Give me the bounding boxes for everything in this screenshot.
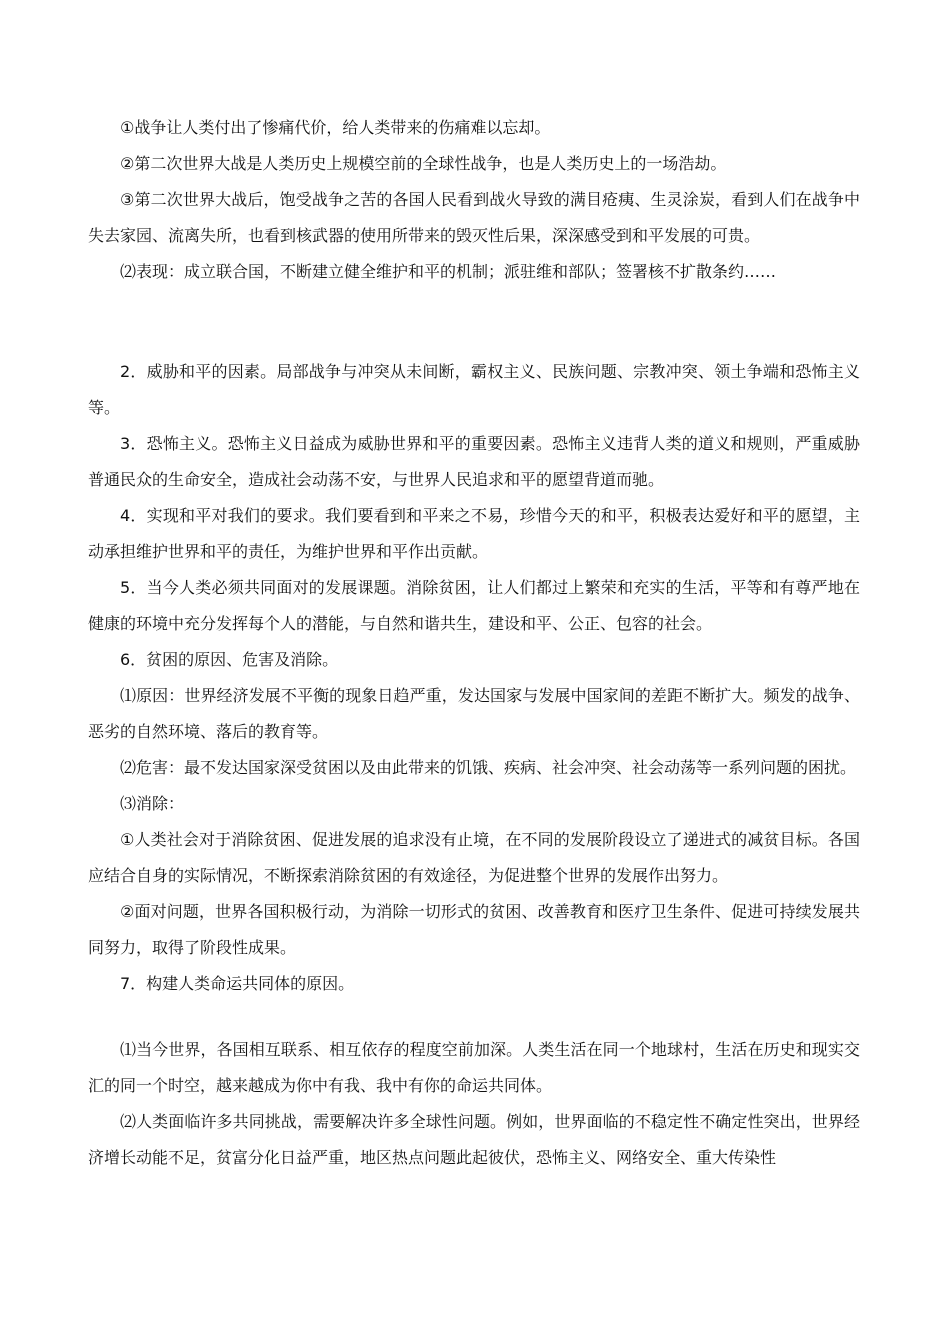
paragraph: 2．威胁和平的因素。局部战争与冲突从未间断，霸权主义、民族问题、宗教冲突、领土争端和恐怖主义等。	[88, 362, 860, 417]
paragraph: ②第二次世界大战是人类历史上规模空前的全球性战争，也是人类历史上的一场浩劫。	[120, 154, 727, 173]
paragraph: 4．实现和平对我们的要求。我们要看到和平来之不易，珍惜今天的和平，积极表达爱好和平的愿望，主动承担维护世界和平的责任，为维护世界和平作出贡献。	[88, 506, 860, 561]
paragraph: ⑵人类面临许多共同挑战，需要解决许多全球性问题。例如，世界面临的不稳定性不确定性突出，世界经济增长动能不足，贫富分化日益严重，地区热点问题此起彼伏，恐怖主义、网络安全、重大传染性	[88, 1112, 860, 1167]
spacer	[88, 1002, 860, 1032]
paragraph: ③第二次世界大战后，饱受战争之苦的各国人民看到战火导致的满目疮痍、生灵涂炭，看到人们在战争中失去家园、流离失所，也看到核武器的使用所带来的毁灭性后果，深深感受到和平发展的可贵。	[88, 190, 860, 245]
paragraph: ②面对问题，世界各国积极行动，为消除一切形式的贫困、改善教育和医疗卫生条件、促进可持续发展共同努力，取得了阶段性成果。	[88, 902, 860, 957]
paragraph: ⑶消除：	[120, 794, 185, 813]
paragraph: 6．贫困的原因、危害及消除。	[120, 650, 339, 669]
paragraph: ①战争让人类付出了惨痛代价，给人类带来的伤痛难以忘却。	[120, 118, 551, 137]
paragraph: ⑵危害：最不发达国家深受贫困以及由此带来的饥饿、疾病、社会冲突、社会动荡等一系列问题的困扰。	[120, 758, 857, 777]
paragraph: ⑴当今世界，各国相互联系、相互依存的程度空前加深。人类生活在同一个地球村，生活在历史和现实交汇的同一个时空，越来越成为你中有我、我中有你的命运共同体。	[88, 1040, 860, 1095]
paragraph: 5．当今人类必须共同面对的发展课题。消除贫困，让人们都过上繁荣和充实的生活，平等和有尊严地在健康的环境中充分发挥每个人的潜能，与自然和谐共生，建设和平、公正、包容的社会。	[88, 578, 860, 633]
paragraph: ⑵表现：成立联合国，不断建立健全维护和平的机制；派驻维和部队；签署核不扩散条约……	[120, 262, 777, 281]
paragraph: 3．恐怖主义。恐怖主义日益成为威胁世界和平的重要因素。恐怖主义违背人类的道义和规则，严重威胁普通民众的生命安全，造成社会动荡不安，与世界人民追求和平的愿望背道而驰。	[88, 434, 860, 489]
spacer	[88, 290, 860, 354]
paragraph: ①人类社会对于消除贫困、促进发展的追求没有止境，在不同的发展阶段设立了递进式的减贫目标。各国应结合自身的实际情况，不断探索消除贫困的有效途径，为促进整个世界的发展作出努力。	[88, 830, 860, 885]
paragraph: 7．构建人类命运共同体的原因。	[120, 974, 355, 993]
document-body	[88, 110, 860, 1176]
paragraph: ⑴原因：世界经济发展不平衡的现象日趋严重，发达国家与发展中国家间的差距不断扩大。频发的战争、恶劣的自然环境、落后的教育等。	[88, 686, 860, 741]
